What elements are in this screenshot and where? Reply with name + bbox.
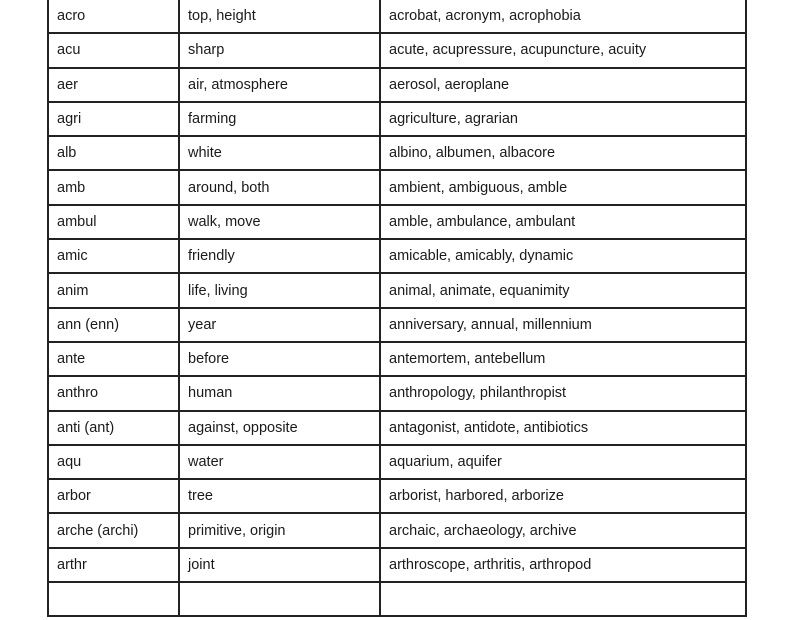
table-row [48,273,746,307]
root-cell: amic [48,239,179,273]
root-cell: anti (ant) [48,411,179,445]
root-cell: arthr [48,548,179,582]
table-row [48,513,746,547]
table-body [48,0,746,616]
examples-cell: acrobat, acronym, acrophobia [380,0,746,33]
examples-cell: anniversary, annual, millennium [380,308,746,342]
table-row [48,548,746,582]
meaning-cell: around, both [179,170,380,204]
examples-cell: antagonist, antidote, antibiotics [380,411,746,445]
table-row [48,445,746,479]
examples-cell: albino, albumen, albacore [380,136,746,170]
table-row [48,170,746,204]
examples-cell: amicable, amicably, dynamic [380,239,746,273]
root-cell: alb [48,136,179,170]
root-cell: acro [48,0,179,33]
examples-cell: arborist, harbored, arborize [380,479,746,513]
table-row [48,33,746,67]
root-cell: ambul [48,205,179,239]
root-cell: aqu [48,445,179,479]
root-cell [48,582,179,616]
root-cell: anim [48,273,179,307]
meaning-cell: sharp [179,33,380,67]
meaning-cell: friendly [179,239,380,273]
table-row [48,342,746,376]
meaning-cell: human [179,376,380,410]
table-row [48,0,746,33]
meaning-cell [179,582,380,616]
root-cell: agri [48,102,179,136]
meaning-cell: farming [179,102,380,136]
table-row [48,376,746,410]
meaning-cell: primitive, origin [179,513,380,547]
examples-cell [380,582,746,616]
examples-cell: anthropology, philanthropist [380,376,746,410]
meaning-cell: joint [179,548,380,582]
examples-cell: archaic, archaeology, archive [380,513,746,547]
table-row [48,479,746,513]
examples-cell: agriculture, agrarian [380,102,746,136]
root-cell: ante [48,342,179,376]
root-cell: arche (archi) [48,513,179,547]
table-row [48,136,746,170]
examples-cell: aquarium, aquifer [380,445,746,479]
meaning-cell: tree [179,479,380,513]
examples-cell: amble, ambulance, ambulant [380,205,746,239]
root-cell: arbor [48,479,179,513]
meaning-cell: walk, move [179,205,380,239]
table-row [48,102,746,136]
root-cell: anthro [48,376,179,410]
meaning-cell: year [179,308,380,342]
meaning-cell: air, atmosphere [179,68,380,102]
table-row [48,411,746,445]
meaning-cell: water [179,445,380,479]
examples-cell: antemortem, antebellum [380,342,746,376]
table-row [48,68,746,102]
meaning-cell: top, height [179,0,380,33]
root-cell: ann (enn) [48,308,179,342]
examples-cell: arthroscope, arthritis, arthropod [380,548,746,582]
root-cell: acu [48,33,179,67]
examples-cell: acute, acupressure, acupuncture, acuity [380,33,746,67]
table-row [48,308,746,342]
root-cell: amb [48,170,179,204]
examples-cell: aerosol, aeroplane [380,68,746,102]
meaning-cell: before [179,342,380,376]
word-roots-table [47,0,747,617]
meaning-cell: life, living [179,273,380,307]
root-cell: aer [48,68,179,102]
table-row [48,205,746,239]
examples-cell: animal, animate, equanimity [380,273,746,307]
meaning-cell: against, opposite [179,411,380,445]
table-row [48,582,746,616]
meaning-cell: white [179,136,380,170]
examples-cell: ambient, ambiguous, amble [380,170,746,204]
table-row [48,239,746,273]
